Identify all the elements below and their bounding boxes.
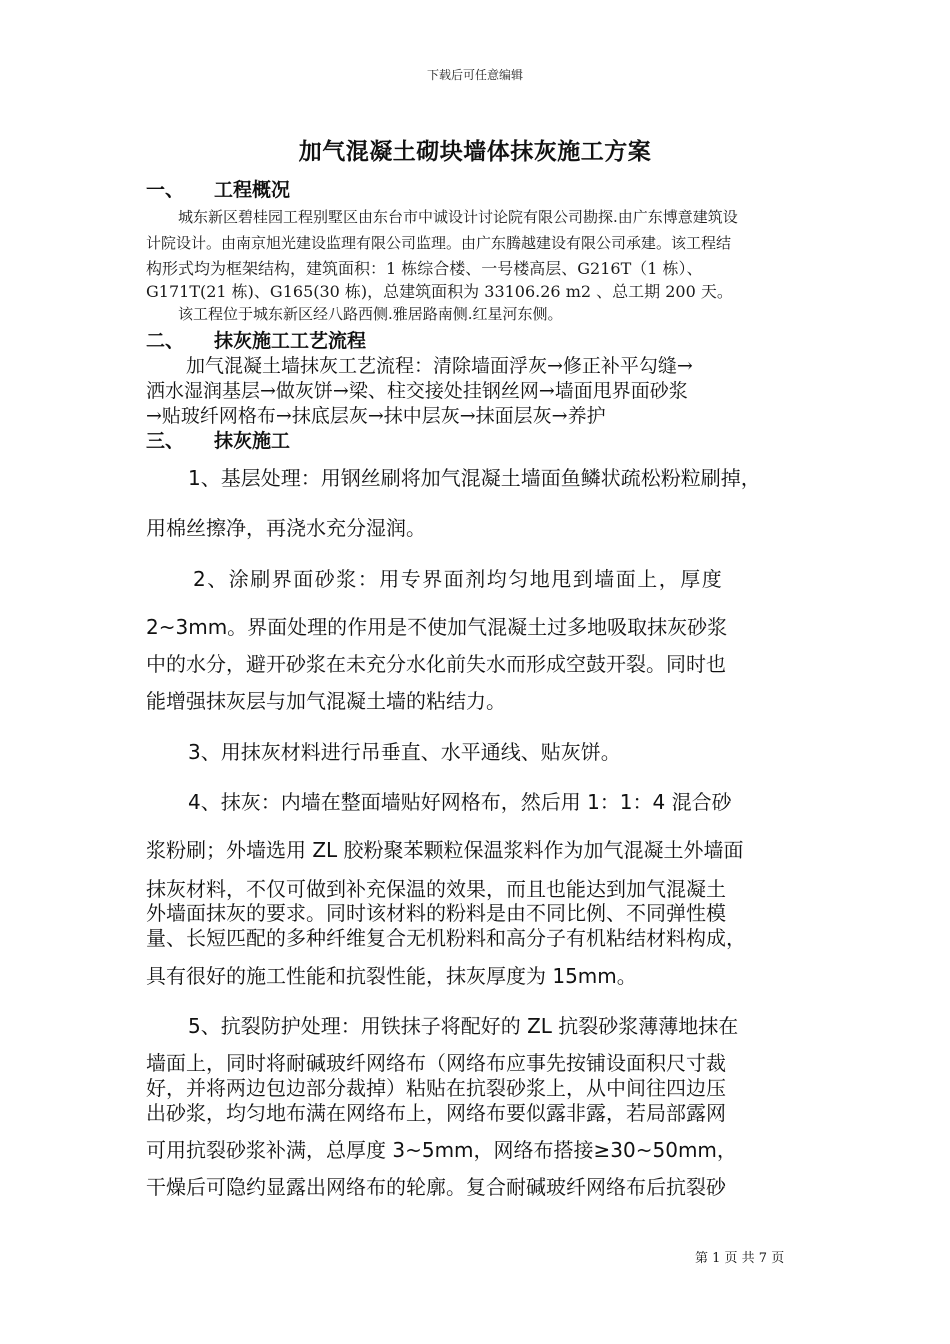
body-line: 用棉丝擦净，再浇水充分湿润。 — [146, 516, 426, 540]
overview-line: 城东新区碧桂园工程别墅区由东台市中诚设计讨论院有限公司勘探.由广东博意建筑设 — [178, 208, 738, 226]
page-number-footer: 第 1 页 共 7 页 — [695, 1251, 785, 1266]
body-line: 出砂浆，均匀地布满在网络布上，网络布要似露非露，若局部露网 — [146, 1101, 726, 1125]
body-line: 2~3mm。界面处理的作用是不使加气混凝土过多地吸取抹灰砂浆 — [146, 615, 728, 639]
section-number: 一、 — [146, 179, 185, 201]
section-number: 三、 — [146, 430, 185, 452]
flow-line: →贴玻纤网格布→抹底层灰→抹中层灰→抹面层灰→养护 — [146, 405, 606, 427]
body-line: 墙面上，同时将耐碱玻纤网络布（网络布应事先按铺设面积尺寸裁 — [146, 1051, 726, 1075]
overview-line: G171T(21 栋)、G165(30 栋)，总建筑面积为 33106.26 m2 、总工期 200 天。 — [146, 282, 733, 301]
body-line: 2、涂刷界面砂浆：用专界面剂均匀地甩到墙面上，厚度 — [193, 567, 724, 591]
section-heading-plastering — [146, 426, 290, 453]
overview-line: 该工程位于城东新区经八路西侧.雅居路南侧.红星河东侧。 — [178, 305, 563, 323]
body-line: 抹灰材料，不仅可做到补充保温的效果，而且也能达到加气混凝土 — [146, 877, 726, 901]
flow-line: 加气混凝土墙抹灰工艺流程：清除墙面浮灰→修正补平勾缝→ — [186, 355, 693, 377]
section-title: 抹灰施工 — [214, 430, 291, 452]
body-line: 好，并将两边包边部分裁掉）粘贴在抗裂砂浆上，从中间往四边压 — [146, 1076, 726, 1100]
section-number: 二、 — [146, 330, 185, 352]
body-line: 4、抹灰：内墙在整面墙贴好网格布，然后用 1：1：4 混合砂 — [188, 790, 732, 814]
section-title: 抹灰施工工艺流程 — [214, 330, 367, 352]
overview-line: 构形式均为框架结构，建筑面积：1 栋综合楼、一号楼高层、G216T（1 栋）、 — [146, 259, 703, 278]
body-line: 3、用抹灰材料进行吊垂直、水平通线、贴灰饼。 — [188, 740, 621, 764]
body-line: 能增强抹灰层与加气混凝土墙的粘结力。 — [146, 689, 506, 713]
body-line: 1、基层处理：用钢丝刷将加气混凝土墙面鱼鳞状疏松粉粒刷掉， — [188, 466, 761, 490]
page-header-note: 下载后可任意编辑 — [426, 68, 523, 82]
body-line: 5、抗裂防护处理：用铁抹子将配好的 ZL 抗裂砂浆薄薄地抹在 — [188, 1014, 739, 1038]
body-line: 干燥后可隐约显露出网络布的轮廓。复合耐碱玻纤网络布后抗裂砂 — [146, 1175, 726, 1199]
body-line: 可用抗裂砂浆补满，总厚度 3~5mm，网络布搭接≥30~50mm， — [146, 1138, 737, 1162]
body-line: 量、长短匹配的多种纤维复合无机粉料和高分子有机粘结材料构成， — [146, 926, 746, 950]
section-heading-flow — [146, 326, 366, 353]
document-title: 加气混凝土砌块墙体抹灰施工方案 — [298, 138, 652, 165]
body-line: 浆粉刷；外墙选用 ZL 胶粉聚苯颗粒保温浆料作为加气混凝土外墙面 — [146, 838, 744, 862]
body-line: 具有很好的施工性能和抗裂性能，抹灰厚度为 15mm。 — [146, 964, 637, 988]
body-line: 外墙面抹灰的要求。同时该材料的粉料是由不同比例、不同弹性模 — [146, 901, 726, 925]
flow-line: 洒水湿润基层→做灰饼→梁、柱交接处挂钢丝网→墙面甩界面砂浆 — [146, 380, 688, 402]
overview-line: 计院设计。由南京旭光建设监理有限公司监理。由广东腾越建设有限公司承建。该工程结 — [146, 234, 732, 252]
body-line: 中的水分，避开砂浆在未充分水化前失水而形成空鼓开裂。同时也 — [146, 652, 726, 676]
section-title: 工程概况 — [214, 179, 291, 201]
section-heading-overview — [146, 175, 290, 202]
